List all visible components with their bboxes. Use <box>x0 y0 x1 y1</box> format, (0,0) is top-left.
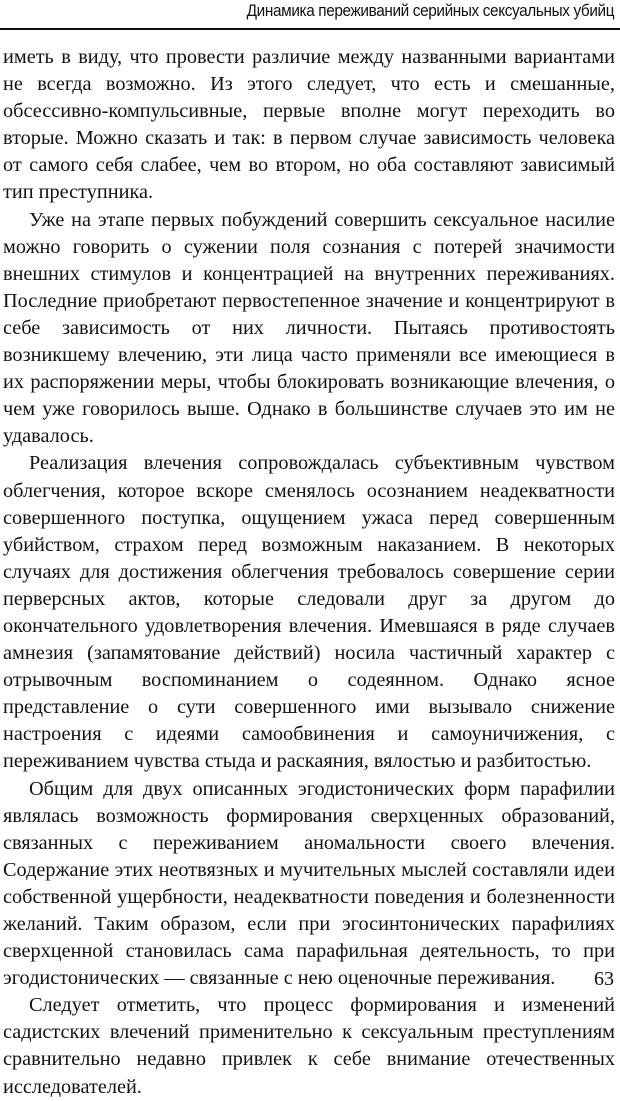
running-header: Динамика переживаний серийных сексуальных убийц <box>246 2 614 20</box>
page-number: 63 <box>594 968 614 990</box>
body-text <box>3 44 615 1101</box>
paragraph: Следует отметить, что процесс формирования и изменений садистских влечений применительно к сексуальным преступлениям сравнительно недавно привлек к себе внимание отечественных исследователей. <box>3 994 615 1098</box>
paragraph: Уже на этапе первых побуждений совершить сексуальное насилие можно говорить о сужении поля сознания с потерей значимости внешних стимулов и концентрацией на внутренних переживаниях. Последние приобретают первостепенное значение и концентрируют в себе зависимость от них личности. Пытаясь противостоять возникшему влечению, эти лица часто применяли все имеющиеся в их распоряжении меры, чтобы блокировать возникающие влечения, о чем уже говорилось выше. Однако в большинстве случаев это им не удавалось. <box>3 208 615 448</box>
paragraph: Общим для двух описанных эгодистонических форм парафилии являлась возможность формирования сверхценных образований, связанных с переживанием аномальности своего влечения. Содержание этих неотвязных и мучительных мыслей составляли идеи собственной ущербности, неадекватности поведения и болезненности желаний. Таким образом, если при эгосинтонических парафилиях сверхценной становилась сама парафильная деятельность, то при эгодистонических — связанные с нею оценочные переживания. <box>3 777 615 990</box>
header-rule <box>0 28 620 30</box>
paragraph: Реализация влечения сопровождалась субъективным чувством облегчения, которое вскоре сменялось осознанием неадекватности совершенного поступка, ощущением ужаса перед совершенным убийством, страхом перед возможным наказанием. В некоторых случаях для достижения облегчения требовалось совершение серии перверсных актов, которые следовали друг за другом до окончательного удовлетворения влечения. Имевшаяся в ряде случаев амнезия (запамятование действий) носила частичный характер с отрывочным воспоминанием о содеянном. Однако ясное представление о сути совершенного ими вызывало снижение настроения с идеями самообвинения и самоуничижения, с переживанием чувства стыда и раскаяния, вялостью и разбитостью. <box>3 452 615 773</box>
paragraph: иметь в виду, что провести различие между названными вариантами не всегда возможно. Из этого следует, что есть и смешанные, обсессивно-компульсивные, первые вполне могут переходить во вторые. Можно сказать и так: в первом случае зависимость человека от самого себя слабее, чем во втором, но оба составляют зависимый тип преступника. <box>3 46 615 204</box>
